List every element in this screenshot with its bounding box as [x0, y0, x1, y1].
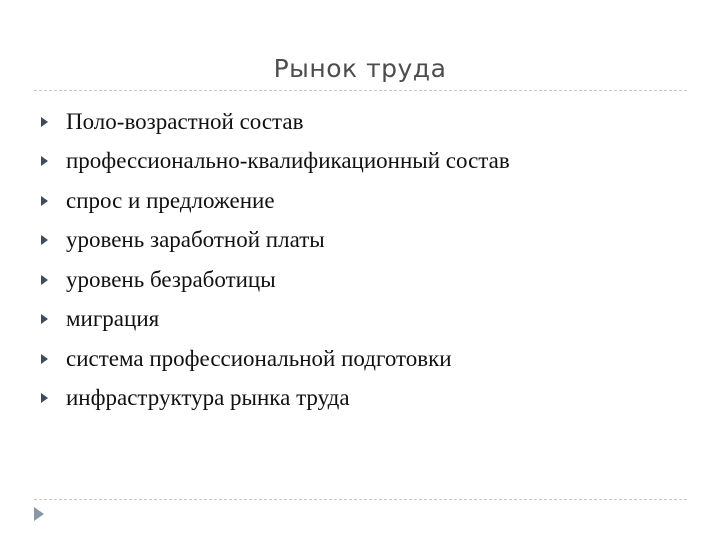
bullet-text: уровень безработицы: [66, 266, 276, 292]
bullet-text: Поло-возрастной состав: [66, 108, 304, 134]
bullet-text: инфраструктура рынка труда: [66, 385, 350, 411]
bullet-list: [40, 102, 510, 418]
bullet-text: миграция: [66, 306, 160, 332]
list-item: [40, 379, 510, 419]
bullet-text: профессионально-квалификационный состав: [66, 148, 510, 174]
triangle-bullet-icon: [40, 234, 66, 246]
triangle-bullet-icon: [40, 353, 66, 365]
list-item: [40, 102, 510, 142]
list-item: [40, 260, 510, 300]
triangle-bullet-icon: [40, 392, 66, 404]
list-item: [40, 221, 510, 261]
list-item: [40, 181, 510, 221]
triangle-bullet-icon: [40, 313, 66, 325]
list-item: [40, 339, 510, 379]
bullet-text: уровень заработной платы: [66, 227, 325, 253]
slide-title: Рынок труда: [273, 54, 447, 83]
triangle-bullet-icon: [40, 155, 66, 167]
bullet-text: система профессиональной подготовки: [66, 345, 452, 371]
footer-arrow-icon: [33, 506, 45, 522]
footer-divider: [34, 499, 687, 500]
triangle-bullet-icon: [40, 116, 66, 128]
list-item: [40, 142, 510, 182]
triangle-bullet-icon: [40, 274, 66, 286]
bullet-text: спрос и предложение: [66, 187, 275, 213]
list-item: [40, 300, 510, 340]
triangle-bullet-icon: [40, 195, 66, 207]
title-divider: [34, 90, 687, 91]
